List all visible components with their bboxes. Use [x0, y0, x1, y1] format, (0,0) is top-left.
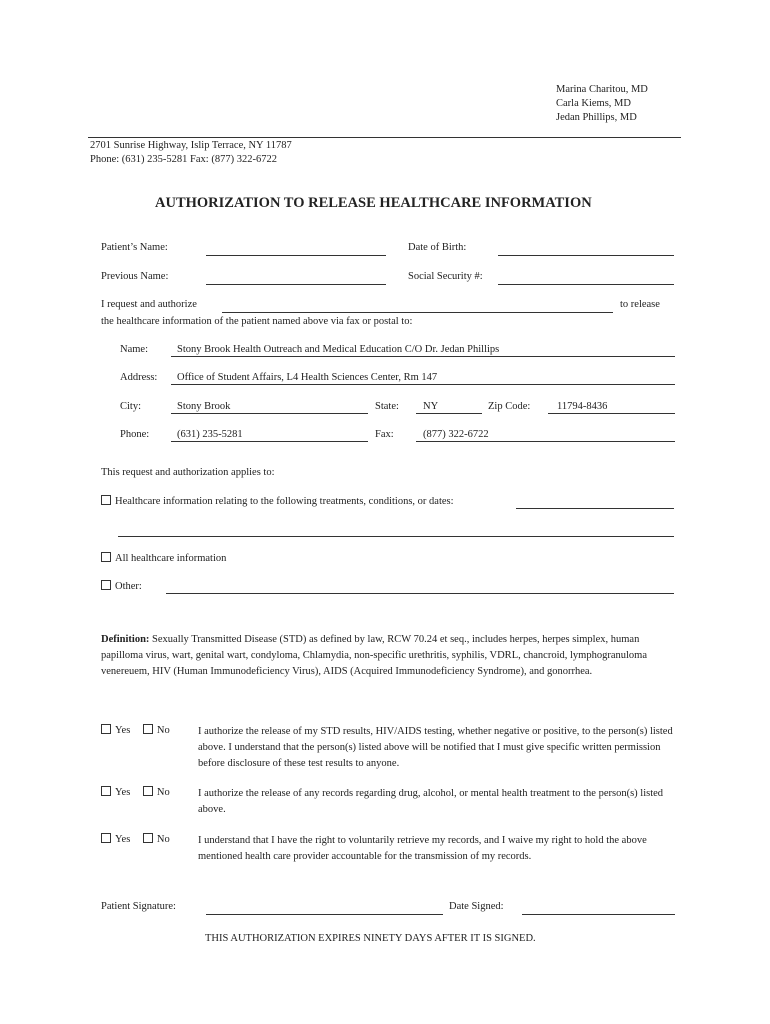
expiration-notice: THIS AUTHORIZATION EXPIRES NINETY DAYS AFTER IT IS SIGNED.	[205, 933, 536, 944]
recipient-phone-label: Phone:	[120, 429, 150, 440]
std-definition	[101, 632, 673, 680]
option-other-label: Other:	[115, 581, 142, 592]
recipient-fax-field[interactable]: (877) 322-6722	[416, 429, 675, 442]
doctor-name: Carla Kiems, MD	[556, 98, 631, 109]
header-divider	[88, 137, 681, 138]
date-signed-label: Date Signed:	[449, 901, 504, 912]
applies-heading: This request and authorization applies to:	[101, 467, 275, 478]
dob-field[interactable]	[498, 255, 674, 256]
option-all[interactable]	[101, 552, 226, 564]
checkbox-treatments[interactable]	[101, 495, 111, 505]
recipient-phone-field[interactable]: (631) 235-5281	[171, 429, 368, 442]
definition-label: Definition:	[101, 634, 150, 645]
recipient-state-label: State:	[375, 401, 399, 412]
yes-label: Yes	[115, 787, 131, 798]
ssn-field[interactable]	[498, 284, 674, 285]
signature-field[interactable]	[206, 914, 443, 915]
recipient-fax-label: Fax:	[375, 429, 394, 440]
provider-field[interactable]	[222, 312, 613, 313]
doctor-name: Marina Charitou, MD	[556, 84, 648, 95]
recipient-city-field[interactable]: Stony Brook	[171, 401, 368, 414]
checkbox-yes[interactable]	[101, 724, 111, 734]
page-title: AUTHORIZATION TO RELEASE HEALTHCARE INFORMATION	[155, 195, 592, 211]
definition-text: Sexually Transmitted Disease (STD) as defined by law, RCW 70.24 et seq., includes herpes, herpes simplex, human papilloma virus, wart, genital wart, condyloma, Chlamydia, non-specific urethritis, syphilis, VDRL, chancroid, lymphogranuloma venereuem, HIV (Human Immunodeficiency Virus), AIDS (Acquired Immunodeficiency Syndrome), and gonorrhea.	[101, 634, 647, 677]
patient-name-label: Patient’s Name:	[101, 242, 168, 253]
checkbox-other[interactable]	[101, 580, 111, 590]
previous-name-label: Previous Name:	[101, 271, 169, 282]
recipient-address-field[interactable]: Office of Student Affairs, L4 Health Sciences Center, Rm 147	[171, 372, 675, 385]
ssn-label: Social Security #:	[408, 271, 483, 282]
dob-label: Date of Birth:	[408, 242, 467, 253]
checkbox-yes[interactable]	[101, 786, 111, 796]
consent-drug-options[interactable]	[101, 786, 170, 798]
option-other[interactable]	[101, 580, 142, 592]
no-label: No	[156, 725, 170, 736]
treatments-field[interactable]	[516, 508, 674, 509]
checkbox-no[interactable]	[143, 833, 153, 843]
no-label: No	[156, 834, 170, 845]
recipient-name-label: Name:	[120, 344, 148, 355]
checkbox-no[interactable]	[143, 724, 153, 734]
request-text: the healthcare information of the patient named above via fax or postal to:	[101, 316, 413, 327]
checkbox-all[interactable]	[101, 552, 111, 562]
consent-std-options[interactable]	[101, 724, 170, 736]
yes-label: Yes	[115, 834, 131, 845]
previous-name-field[interactable]	[206, 284, 386, 285]
checkbox-no[interactable]	[143, 786, 153, 796]
recipient-state-field[interactable]: NY	[416, 401, 482, 414]
option-treatments[interactable]	[101, 495, 454, 507]
checkbox-yes[interactable]	[101, 833, 111, 843]
patient-name-field[interactable]	[206, 255, 386, 256]
recipient-address-label: Address:	[120, 372, 158, 383]
consent-waiver-text: I understand that I have the right to voluntarily retrieve my records, and I waive my right to hold the above mentioned health care provider accountable for the transmission of my records.	[198, 835, 647, 862]
option-treatments-label: Healthcare information relating to the following treatments, conditions, or dates:	[115, 496, 454, 507]
treatments-field-continued[interactable]	[118, 536, 674, 537]
consent-waiver-options[interactable]	[101, 833, 170, 845]
option-all-label: All healthcare information	[115, 553, 227, 564]
recipient-zip-field[interactable]: 11794-8436	[548, 401, 675, 414]
yes-label: Yes	[115, 725, 131, 736]
date-signed-field[interactable]	[522, 914, 675, 915]
recipient-city-label: City:	[120, 401, 142, 412]
to-release-text: to release	[620, 299, 660, 310]
recipient-zip-label: Zip Code:	[488, 401, 531, 412]
consent-drug-text: I authorize the release of any records regarding drug, alcohol, or mental health treatment to the person(s) listed above.	[198, 788, 664, 815]
no-label: No	[156, 787, 170, 798]
request-label: I request and authorize	[101, 299, 197, 310]
doctor-name: Jedan Phillips, MD	[556, 112, 637, 123]
clinic-contact: Phone: (631) 235-5281 Fax: (877) 322-6722	[90, 154, 277, 165]
other-field[interactable]	[166, 593, 674, 594]
signature-label: Patient Signature:	[101, 901, 176, 912]
recipient-name-field[interactable]: Stony Brook Health Outreach and Medical Education C/O Dr. Jedan Phillips	[171, 344, 675, 357]
consent-std-text: I authorize the release of my STD results, HIV/AIDS testing, whether negative or positive, to the person(s) listed above. I understand that the person(s) listed above will be notified that I must give specific written permission before disclosure of these test results to anyone.	[198, 726, 673, 769]
clinic-address: 2701 Sunrise Highway, Islip Terrace, NY 11787	[90, 140, 292, 151]
